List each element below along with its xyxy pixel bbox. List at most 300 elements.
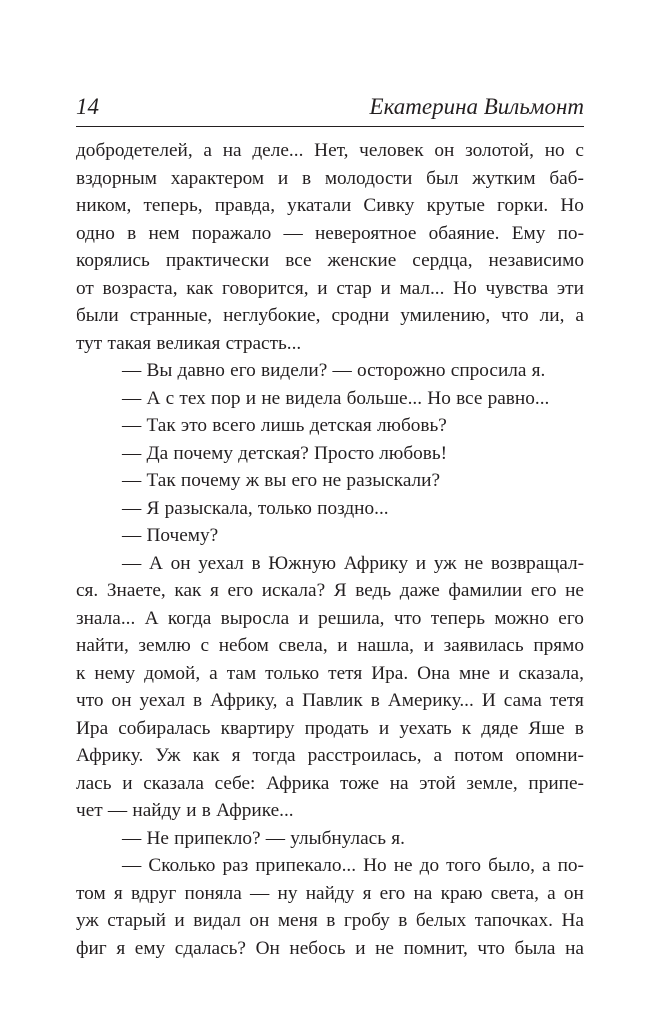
word: ником, [76, 195, 132, 216]
word: крутые [426, 195, 485, 216]
book-page [76, 92, 584, 962]
word: детская [309, 415, 372, 436]
word: но [544, 140, 565, 161]
word: — [122, 827, 142, 849]
text-line [76, 137, 584, 165]
text-line [76, 412, 584, 440]
word: были [76, 305, 119, 326]
word: в [398, 910, 408, 931]
word: сдалась? [174, 937, 246, 959]
word: Так [146, 470, 176, 491]
word: небом [218, 635, 269, 656]
word: дяде [481, 717, 519, 739]
page-number: 14 [76, 94, 99, 119]
word: возраста, [102, 277, 178, 299]
word: и [277, 167, 289, 189]
word: в [301, 167, 312, 189]
word: я [113, 882, 123, 904]
word: Она [417, 662, 450, 684]
word: — [122, 552, 142, 574]
word: всего [212, 415, 256, 436]
word: не [565, 580, 584, 601]
word: Но [453, 277, 477, 299]
word: Он [255, 937, 280, 959]
word: а [285, 690, 295, 711]
word: что [477, 937, 505, 959]
word: тоже [340, 772, 380, 794]
word: укатали [287, 195, 352, 216]
word: света, [490, 882, 539, 904]
word: и [378, 717, 390, 739]
word: улыбнулась [290, 827, 387, 849]
word: — [122, 387, 142, 409]
word: уехал [198, 552, 244, 574]
word: Ему [511, 222, 546, 244]
word: добродетелей, [76, 140, 193, 161]
page-header [76, 92, 584, 127]
word: Южную [268, 552, 336, 574]
word: даже [399, 580, 440, 601]
word: лишь [260, 415, 305, 436]
word: на [413, 882, 433, 904]
text-line [76, 742, 584, 770]
word: поражало [191, 222, 272, 244]
word: равно... [487, 387, 550, 409]
word: жутким [472, 167, 536, 189]
word: только [257, 497, 312, 519]
word: и [380, 277, 391, 299]
word: Ира. [371, 662, 409, 684]
word: когда [167, 607, 212, 629]
word: нему [94, 662, 136, 684]
word: характером [170, 167, 265, 189]
word: и [317, 277, 328, 299]
word: мал... [399, 277, 445, 299]
word: давно [177, 360, 225, 381]
word: это [180, 415, 208, 436]
word: на [222, 140, 242, 161]
word: и [298, 607, 309, 629]
word: его [227, 580, 254, 601]
word: детская? [238, 442, 309, 464]
word: нашла, [357, 635, 415, 656]
word: к [461, 717, 472, 739]
word: и [415, 552, 427, 574]
word: вздорным [76, 167, 157, 189]
word: Так [146, 415, 176, 436]
word: горки. [497, 195, 549, 216]
word: Африку [343, 552, 409, 574]
word: эти [556, 277, 584, 299]
word: обаяние. [428, 222, 500, 244]
word: я. [531, 360, 546, 381]
word: все [285, 250, 312, 271]
word: вы [264, 470, 287, 491]
word: Яше [528, 717, 565, 739]
word: тут [76, 332, 103, 354]
word: и [423, 635, 434, 656]
word: в [127, 222, 137, 244]
word: — [332, 360, 352, 381]
word: и [355, 937, 366, 959]
word: — [283, 222, 303, 244]
word: ли, [539, 305, 565, 326]
word: уехал [139, 690, 185, 711]
word: — [122, 470, 142, 491]
word: белых [415, 910, 467, 931]
word: тетя [328, 662, 363, 684]
word: корялись [76, 250, 150, 271]
word: видела [285, 387, 342, 409]
word: выросла [220, 607, 290, 629]
word: теперь [430, 607, 485, 629]
word: припе- [528, 772, 584, 794]
text-line [76, 715, 584, 743]
word: припекало... [255, 855, 357, 876]
word: тапочках. [474, 910, 553, 931]
word: с [165, 387, 175, 409]
word: правда, [214, 195, 276, 216]
word: того [446, 855, 482, 876]
word: почему [180, 470, 241, 491]
word: этой [419, 772, 456, 794]
word: не [261, 387, 281, 409]
word: теперь, [143, 195, 203, 216]
word: Ира [76, 717, 109, 739]
word: как [192, 745, 220, 766]
word: — [122, 497, 142, 519]
text-line [76, 357, 584, 385]
word: ему [134, 937, 166, 959]
word: его [530, 580, 557, 601]
word: была [514, 937, 556, 959]
word: неглубокие, [223, 305, 321, 326]
word: его [558, 607, 584, 629]
word: Просто [314, 442, 375, 464]
word: — [265, 827, 285, 849]
word: было, [488, 855, 535, 876]
word: земле, [466, 772, 518, 794]
word: страсть... [225, 332, 302, 354]
word: а [209, 662, 218, 684]
word: поняла [184, 882, 242, 904]
word: что [76, 690, 104, 711]
word: невероятное [314, 222, 417, 244]
word: Я [333, 580, 347, 601]
text-line [76, 467, 584, 495]
word: видал [193, 910, 241, 931]
word: том [76, 882, 106, 904]
word: не [464, 552, 484, 574]
word: а [433, 745, 443, 766]
word: в [201, 800, 211, 821]
word: мне [458, 662, 491, 684]
word: с [575, 140, 584, 161]
word: человек [359, 140, 424, 161]
word: чет [76, 800, 103, 821]
word: А [146, 387, 161, 409]
word: чувства [485, 277, 549, 299]
word: продать [304, 717, 369, 739]
word: а [541, 855, 551, 876]
word: великая [156, 332, 221, 354]
word: я. [391, 827, 405, 849]
word: независимо [488, 250, 584, 271]
word: осторожно [356, 360, 446, 381]
word: деле... [252, 140, 304, 161]
word: Да [146, 442, 169, 464]
word: тех [179, 387, 206, 409]
word: — [122, 525, 142, 546]
word: сердца, [412, 250, 473, 271]
word: его [379, 882, 406, 904]
word: как [186, 277, 214, 299]
word: Африка [266, 772, 330, 794]
text-line [76, 275, 584, 303]
word: а [547, 882, 556, 904]
word: себе: [214, 772, 256, 794]
word: от [76, 277, 94, 299]
word: пор [210, 387, 241, 409]
word: можно [494, 607, 549, 629]
word: сказала [143, 772, 204, 794]
word: любовь? [376, 415, 447, 436]
word: и [122, 772, 133, 794]
word: не [393, 855, 413, 876]
word: и [499, 662, 510, 684]
word: Африку, [210, 690, 278, 711]
word: я [210, 580, 219, 601]
word: в [574, 717, 584, 739]
word: тетя [549, 690, 584, 711]
word: Нет, [314, 140, 349, 161]
word: расстроилась, [307, 745, 422, 766]
body-text [76, 137, 584, 962]
word: он [111, 690, 132, 711]
word: я [231, 745, 241, 766]
word: по- [557, 855, 584, 876]
word: в [370, 690, 380, 711]
word: уехать [399, 717, 452, 739]
word: до [419, 855, 440, 876]
word: и [337, 635, 348, 656]
word: Знаете, [106, 580, 166, 601]
word: что [501, 305, 529, 326]
word: прямо [533, 635, 584, 656]
word: умилению, [400, 305, 491, 326]
word: он [170, 552, 191, 574]
word: нем [148, 222, 180, 244]
text-line [76, 907, 584, 935]
word: опомни- [515, 745, 584, 766]
word: — [122, 360, 142, 381]
word: Но [427, 387, 451, 409]
word: странные, [129, 305, 213, 326]
word: к [76, 662, 86, 684]
word: не [322, 470, 342, 491]
word: на [565, 937, 584, 959]
word: вдруг [130, 882, 177, 904]
word: Почему? [146, 525, 219, 546]
word: — [122, 415, 142, 436]
word: уж [433, 552, 457, 574]
word: Павлик [302, 690, 363, 711]
word: — [107, 800, 128, 821]
word: Я [146, 497, 160, 519]
text-line [76, 385, 584, 413]
word: там [226, 662, 257, 684]
word: что [393, 607, 422, 629]
word: баб- [549, 167, 584, 189]
word: домой, [144, 662, 201, 684]
running-title: Екатерина Вильмонт [369, 94, 584, 119]
word: его [291, 470, 318, 491]
word: найти, [76, 635, 129, 656]
word: он [434, 140, 455, 161]
word: больше... [346, 387, 423, 409]
word: фиг [76, 937, 107, 959]
word: А [144, 607, 159, 629]
text-line [76, 495, 584, 523]
word: найду [132, 800, 182, 821]
word: заявилась [443, 635, 524, 656]
word: Но [363, 855, 387, 876]
word: все [456, 387, 483, 409]
word: как [174, 580, 202, 601]
text-line [76, 770, 584, 798]
word: с [200, 635, 210, 656]
word: спросила [450, 360, 527, 381]
word: И [481, 690, 496, 711]
word: — [122, 442, 142, 464]
word: возвращал- [490, 552, 584, 574]
word: раз [222, 855, 249, 876]
word: землю [138, 635, 191, 656]
word: разыскали? [346, 470, 441, 491]
word: а [575, 305, 584, 326]
word: в [326, 910, 336, 931]
word: Африку. [76, 745, 144, 766]
word: почему [173, 442, 233, 464]
text-line [76, 852, 584, 880]
word: меня [277, 910, 318, 931]
word: Не [146, 827, 169, 849]
word: — [250, 882, 270, 904]
word: поздно... [317, 497, 389, 519]
text-line [76, 165, 584, 193]
word: не [375, 937, 394, 959]
text-line [76, 880, 584, 908]
text-line [76, 192, 584, 220]
word: А [148, 552, 163, 574]
word: свела, [278, 635, 328, 656]
text-line [76, 935, 584, 963]
word: был [426, 167, 459, 189]
word: только [265, 662, 320, 684]
word: лась [76, 772, 112, 794]
word: Африке... [216, 800, 294, 821]
word: я [362, 882, 372, 904]
word: помнит, [403, 937, 468, 959]
word: небось [289, 937, 346, 959]
word: потом [454, 745, 504, 766]
word: — [122, 855, 142, 876]
text-line [76, 220, 584, 248]
word: Америку... [387, 690, 474, 711]
word: женские [327, 250, 397, 271]
word: гробу [343, 910, 390, 931]
word: искала? [261, 580, 326, 601]
word: ся. [76, 580, 99, 601]
text-line [76, 660, 584, 688]
word: стар [336, 277, 372, 299]
word: на [389, 772, 409, 794]
word: видели? [261, 360, 328, 381]
word: квартиру [220, 717, 295, 739]
word: ж [245, 470, 260, 491]
word: собиралась [118, 717, 211, 739]
word: в [193, 690, 203, 711]
word: такая [107, 332, 152, 354]
word: одно [76, 222, 115, 244]
word: старый [107, 910, 166, 931]
word: в [251, 552, 261, 574]
text-line [76, 797, 584, 825]
word: краю [440, 882, 483, 904]
text-line [76, 330, 584, 358]
word: найду [305, 882, 355, 904]
word: любовь! [379, 442, 448, 464]
word: Сивку [363, 195, 415, 216]
word: и [186, 800, 197, 821]
word: ну [277, 882, 298, 904]
word: я [116, 937, 126, 959]
word: решила, [318, 607, 385, 629]
word: Сколько [148, 855, 216, 876]
word: ведь [355, 580, 392, 601]
text-line [76, 247, 584, 275]
word: говорится, [222, 277, 309, 299]
word: и [245, 387, 257, 409]
word: разыскала, [164, 497, 253, 519]
word: Вы [146, 360, 173, 381]
word: а [203, 140, 212, 161]
text-line [76, 687, 584, 715]
word: практически [165, 250, 270, 271]
text-line [76, 302, 584, 330]
text-line [76, 550, 584, 578]
word: фамилии [448, 580, 523, 601]
text-line [76, 577, 584, 605]
word: он [249, 910, 270, 931]
word: припекло? [174, 827, 261, 849]
word: сама [503, 690, 542, 711]
word: Уж [155, 745, 181, 766]
word: и [174, 910, 185, 931]
word: уж [76, 910, 99, 931]
word: Но [560, 195, 584, 216]
word: по- [557, 222, 584, 244]
text-line [76, 522, 584, 550]
text-line [76, 440, 584, 468]
word: его [230, 360, 256, 381]
word: тогда [252, 745, 296, 766]
text-line [76, 825, 584, 853]
word: знала... [76, 607, 136, 629]
text-line [76, 605, 584, 633]
word: сродни [331, 305, 390, 326]
text-line [76, 632, 584, 660]
